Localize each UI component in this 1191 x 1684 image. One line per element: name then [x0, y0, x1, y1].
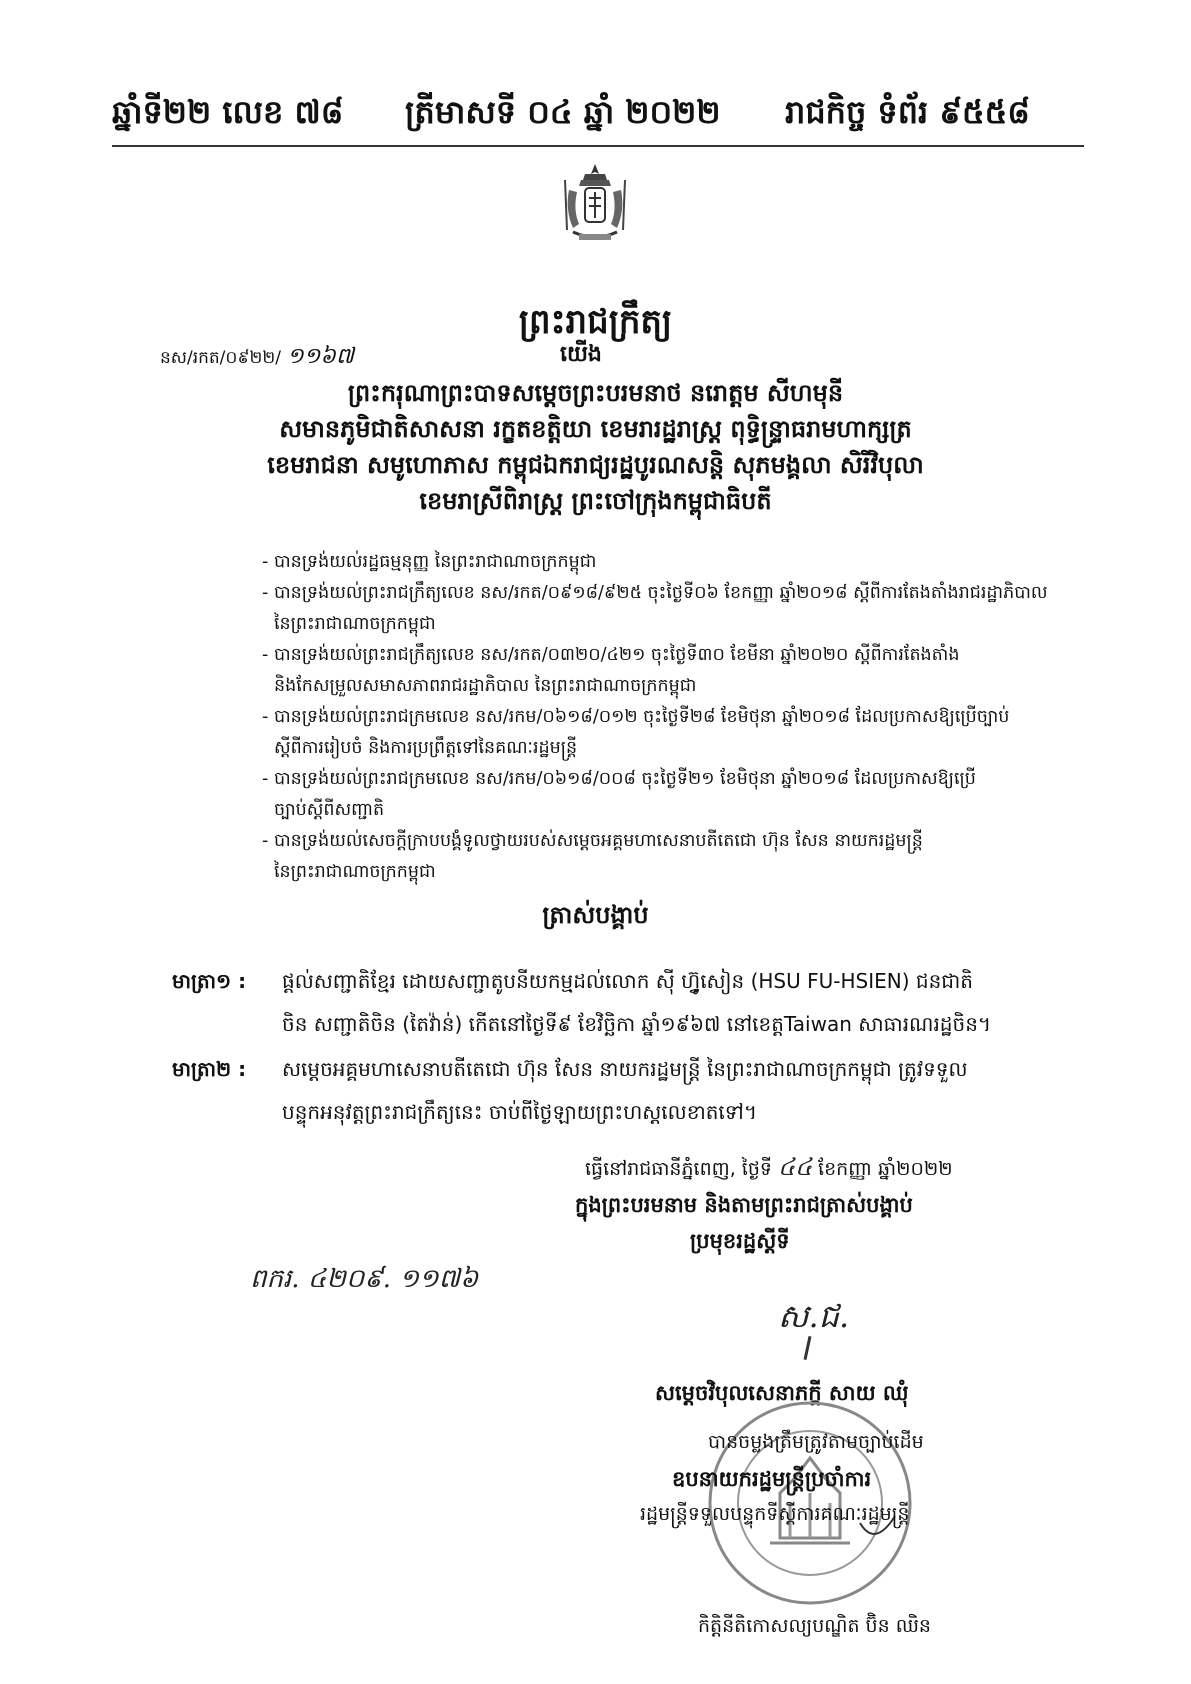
- royal-name-line: ក្នុងព្រះបរមនាម និងតាមព្រះរាជត្រាស់បង្គាប់: [575, 1193, 913, 1217]
- consideration-item: - បានទ្រង់យល់ព្រះរាជក្រមលេខ នស/រកម/០៦១៨/០០៨ ចុះថ្ងៃទី២១ ខែមិថុនា ឆ្នាំ២០១៨ ដែលប្រកាសឱ្យប្រើ ច្បាប់ស្តីពីសញ្ជាតិ: [262, 769, 976, 820]
- gazette-year-issue: ឆ្នាំទី២២ លេខ ៧៨: [112, 93, 344, 131]
- decree-reference-number: នស/រកត/០៩២២/: [160, 348, 281, 368]
- gazette-quarter: ត្រីមាសទី ០៤ ឆ្នាំ ២០២២: [405, 93, 721, 131]
- article-2-line-2: បន្ទុកអនុវត្តព្រះរាជក្រឹត្យនេះ ចាប់ពីថ្ងៃឡាយព្រះហស្តលេខាតទៅ។: [282, 1100, 758, 1124]
- consideration-item: - បានទ្រង់យល់រដ្ឋធម្មនុញ្ញ នៃព្រះរាជាណាចក្រកម្ពុជា: [262, 552, 597, 572]
- consideration-item: - បានទ្រង់យល់ព្រះរាជក្រមលេខ នស/រកម/០៦១៨/០១២ ចុះថ្ងៃទី២៨ ខែមិថុនា ឆ្នាំ២០១៨ ដែលប្រកាសឱ្យប្រើច្បាប់ ស្តីពីការរៀបចំ និងការប្រព្រឹត្តទៅនៃគណៈរដ្ឋមន្ត្រី: [262, 707, 1010, 758]
- signatory-name: សម្តេចវិបុលសេនាភក្តី សាយ ឈុំ: [655, 1381, 909, 1405]
- article-2-line-1: សម្តេចអគ្គមហាសេនាបតីតេជោ ហ៊ុន សែន នាយករដ្ឋមន្ត្រី នៃព្រះរាជាណាចក្រកម្ពុជា ត្រូវទទួល: [282, 1057, 968, 1081]
- article-1-label: មាត្រា១ :: [172, 969, 247, 993]
- royal-coat-of-arms-icon: [555, 160, 635, 250]
- article-2-label: មាត្រា២ :: [172, 1057, 247, 1081]
- certified-copy-line: បានចម្លងត្រឹមត្រូវតាមច្បាប់ដើម: [708, 1431, 924, 1453]
- deputy-pm-title: ឧបនាយករដ្ឋមន្ត្រីប្រចាំការ: [672, 1467, 872, 1491]
- article-1: [172, 960, 1052, 1046]
- decree-reference-handwritten: ១១៦៧: [286, 344, 354, 369]
- document-title: ព្រះរាជក្រឹត្យ: [518, 302, 673, 342]
- signature: ស.ជ.: [778, 1297, 850, 1335]
- royal-title-line-2: សមានភូមិជាតិសាសនា រក្ខតខត្តិយា ខេមរារដ្ឋរាស្ត្រ ពុទ្ធិន្ទ្រាធរាមហាក្សត្រ: [279, 415, 912, 443]
- acting-head-of-state: ប្រមុខរដ្ឋស្តីទី: [690, 1229, 790, 1253]
- royal-title-line-3: ខេមរាជនា សមូហោភាស កម្ពុជឯករាជ្យរដ្ឋបូរណសន្តិ សុភមង្គលា សិរីវិបុលា: [267, 451, 924, 479]
- place-and-date: ធ្វើនៅរាជធានីភ្នំពេញ, ថ្ងៃទី ៤៤ ខែកញ្ញា ឆ្នាំ២០២២: [585, 1153, 953, 1181]
- decree-reference: [160, 342, 354, 374]
- consideration-item: - បានទ្រង់យល់ព្រះរាជក្រឹត្យលេខ នស/រកត/០៩១៨/៩២៥ ចុះថ្ងៃទី០៦ ខែកញ្ញា ឆ្នាំ២០១៨ ស្តីពីការតែងតាំងរាជរដ្ឋាភិបាល នៃព្រះរាជាណាចក្រកម្ពុជា: [262, 583, 1048, 634]
- header-rule: [112, 145, 1084, 147]
- consideration-item: - បានទ្រង់យល់ព្រះរាជក្រឹត្យលេខ នស/រកត/០៣២០/៤២១ ចុះថ្ងៃទី៣០ ខែមីនា ឆ្នាំ២០២០ ស្តីពីការតែងតាំង និងកែសម្រួលសមាសភាពរាជរដ្ឋាភិបាល នៃព្រះរាជាណាចក្រកម្ពុជា: [262, 645, 960, 696]
- margin-handwritten-note: ពករ. ៤២០៩. ១១៧៦: [250, 1264, 479, 1294]
- consideration-item: - បានទ្រង់យល់សេចក្តីក្រាបបង្គំទូលថ្វាយរបស់សម្តេចអគ្គមហាសេនាបតីតេជោ ហ៊ុន សែន នាយករដ្ឋមន្ត្រី នៃព្រះរាជាណាចក្រកម្ពុជា: [262, 831, 923, 882]
- royal-title-line-4: ខេមរាស្រីពិរាស្ត្រ ព្រះចៅក្រុងកម្ពុជាធិបតី: [419, 487, 772, 515]
- order-heading: ត្រាស់បង្គាប់: [542, 901, 649, 929]
- day-handwritten: ៤៤: [778, 1153, 812, 1181]
- gazette-page-number: រាជកិច្ច ទំព័រ ៩៥៥៨: [785, 93, 1030, 131]
- certifier-name: កិត្តិនីតិកោសល្យបណ្ឌិត ប៊ិន ឈិន: [698, 1615, 931, 1637]
- royal-title-line-1: ព្រះករុណាព្រះបាទសម្តេចព្រះបរមនាថ នរោត្តម សីហមុនី: [347, 379, 844, 407]
- minister-title: រដ្ឋមន្ត្រីទទួលបន្ទុកទីស្តីការគណៈរដ្ឋមន្ត្រី: [640, 1503, 910, 1525]
- we-heading: យើង: [560, 342, 602, 367]
- article-1-line-1: ផ្តល់សញ្ជាតិខ្មែរ ដោយសញ្ជាតូបនីយកម្មដល់លោក ស៊ី ហ្វ៊ូសៀន (HSU FU-HSIEN) ជនជាតិ: [282, 969, 974, 993]
- article-1-line-2: ចិន សញ្ជាតិចិន (តៃវ៉ាន់) កើតនៅថ្ងៃទី៩ ខែវិច្ឆិកា ឆ្នាំ១៩៦៧ នៅខេត្តTaiwan សាធារណរដ្ឋចិន។: [282, 1012, 992, 1036]
- article-2: [172, 1048, 1052, 1134]
- considerations-list: [262, 547, 1052, 888]
